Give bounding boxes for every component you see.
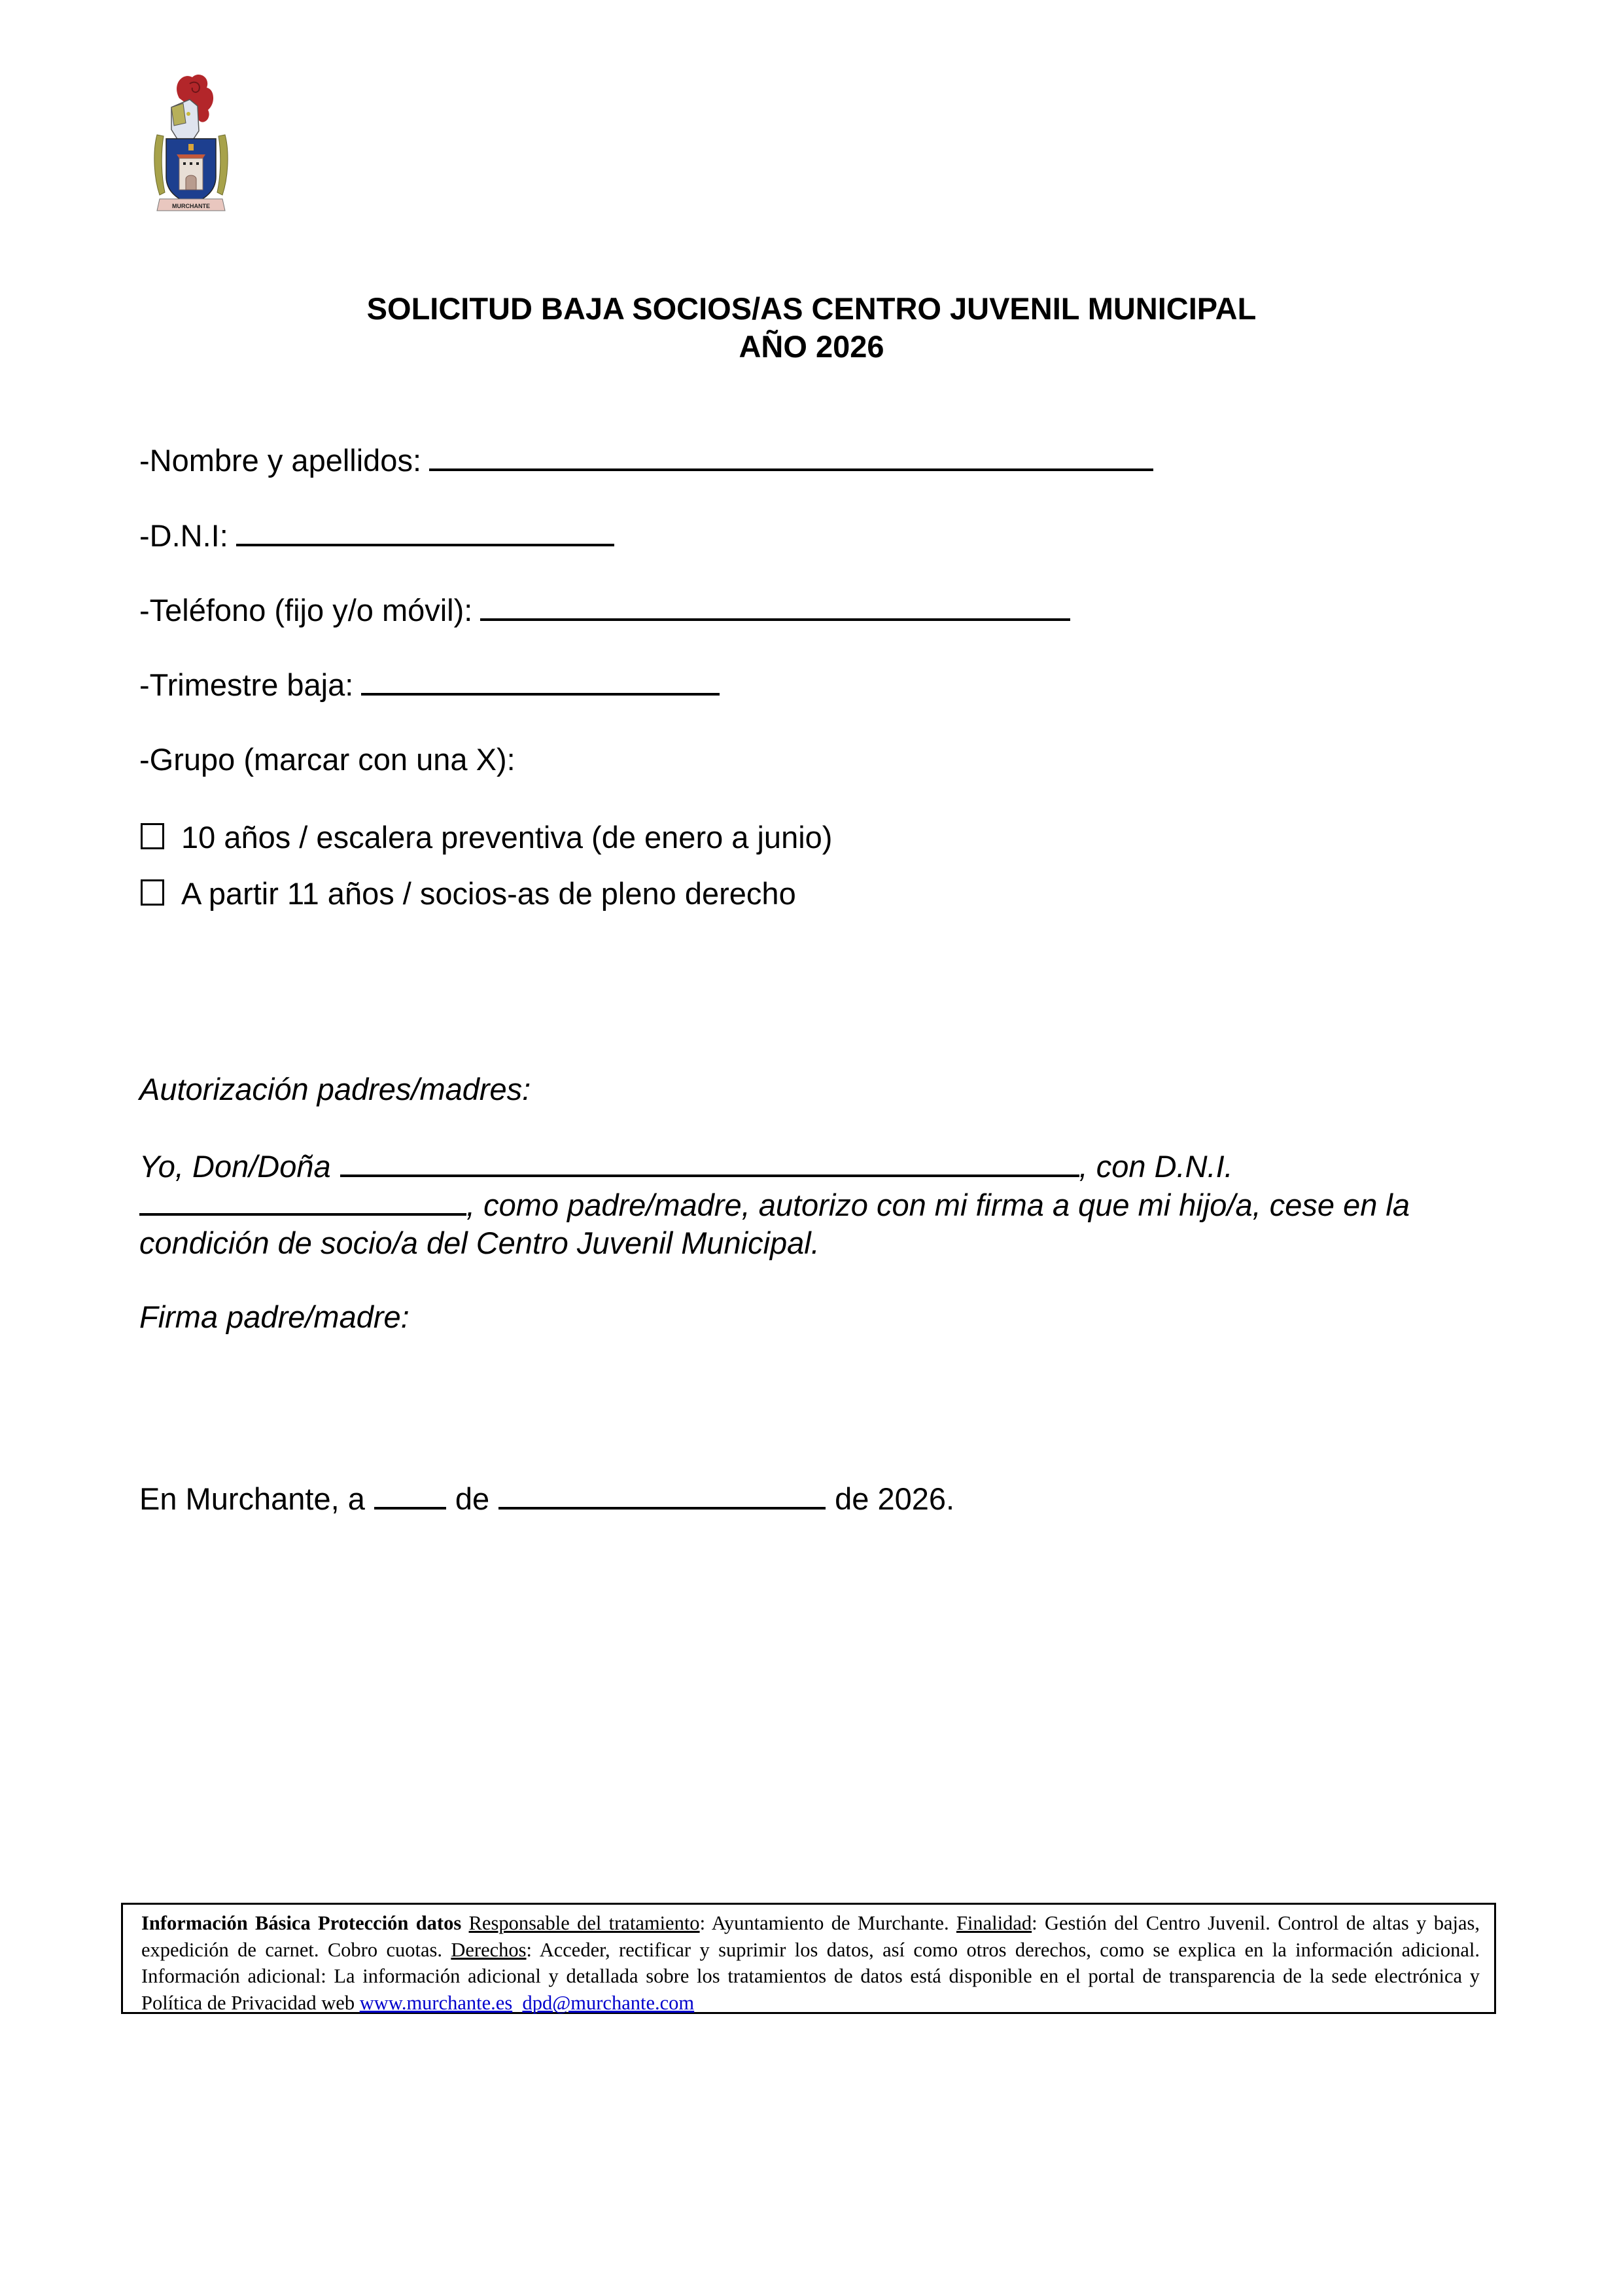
- autorizacion-line-2: [139, 1186, 1487, 1224]
- field-dni: [139, 518, 614, 554]
- web-link[interactable]: www.murchante.es: [359, 1991, 513, 2014]
- fecha-de: de: [455, 1481, 490, 1516]
- field-trimestre: [139, 667, 720, 703]
- email-link[interactable]: dpd@murchante.com: [522, 1991, 695, 2014]
- document-year: AÑO 2026: [739, 329, 884, 364]
- grupo-option-label: A partir 11 años / socios-as de pleno derecho: [181, 876, 796, 911]
- mes-input-line[interactable]: [498, 1481, 826, 1510]
- autorizacion-heading: Autorización padres/madres:: [139, 1072, 531, 1106]
- autorizacion-text: , como padre/madre, autorizo con mi firma a que mi hijo/a, cese en la: [466, 1188, 1410, 1222]
- laurel-left: [154, 135, 165, 195]
- grupo-option-10[interactable]: [141, 819, 832, 856]
- grupo-option-label: 10 años / escalera preventiva (de enero a junio): [181, 820, 833, 855]
- field-nombre: [139, 442, 1153, 479]
- checkbox-icon[interactable]: [141, 879, 164, 906]
- field-dni-label: -D.N.I:: [139, 518, 228, 553]
- laurel-right: [217, 135, 228, 195]
- dia-input-line[interactable]: [374, 1481, 446, 1510]
- dni-input-line[interactable]: [236, 518, 614, 546]
- finalidad-text: : Gestión del Centro Juvenil. Control de altas y bajas, expedición de carnet. Cobro cuotas.: [141, 1912, 1480, 1961]
- document-title: SOLICITUD BAJA SOCIOS/AS CENTRO JUVENIL MUNICIPAL: [366, 291, 1257, 326]
- fecha-suffix: de 2026.: [835, 1481, 955, 1516]
- finalidad-label: Finalidad: [956, 1912, 1032, 1934]
- fecha-prefix: En Murchante, a: [139, 1481, 365, 1516]
- autorizacion-line-1: [139, 1147, 1487, 1186]
- con-dni-text: , con D.N.I.: [1079, 1149, 1233, 1184]
- fecha-line: [139, 1481, 954, 1517]
- trimestre-input-line[interactable]: [361, 667, 720, 696]
- field-telefono: [139, 592, 1070, 629]
- telefono-input-line[interactable]: [480, 592, 1070, 621]
- derechos-text: : Acceder, rectificar y suprimir los datos, así como otros derechos, como se explica en la información adicional. Información adicional: La información adicional y detallada sobre los tratamientos de datos está disponible en el portal de transparencia de la sede electrónica y Política de Privacidad web: [141, 1938, 1480, 2014]
- proteccion-datos-title: Información Básica Protección datos: [141, 1912, 462, 1934]
- coat-of-arms-logo: [152, 71, 230, 215]
- logo-motto: MURCHANTE: [172, 203, 210, 209]
- grupo-label: -Grupo (marcar con una X):: [139, 742, 515, 777]
- derechos-label: Derechos: [451, 1938, 527, 1961]
- responsable-label: Responsable del tratamiento: [468, 1912, 700, 1934]
- checkbox-icon[interactable]: [141, 823, 164, 849]
- nombre-input-line[interactable]: [429, 442, 1153, 471]
- yo-don-dona: Yo, Don/Doña: [139, 1149, 331, 1184]
- autorizacion-paragraph: [139, 1147, 1487, 1262]
- field-nombre-label: -Nombre y apellidos:: [139, 443, 422, 478]
- field-telefono-label: -Teléfono (fijo y/o móvil):: [139, 593, 473, 627]
- padre-nombre-input-line[interactable]: [340, 1147, 1079, 1177]
- autorizacion-line-3: condición de socio/a del Centro Juvenil Municipal.: [139, 1226, 820, 1260]
- firma-label: Firma padre/madre:: [139, 1299, 410, 1334]
- responsable-text: : Ayuntamiento de Murchante.: [699, 1912, 956, 1934]
- field-trimestre-label: -Trimestre baja:: [139, 667, 354, 702]
- padre-dni-input-line[interactable]: [139, 1186, 466, 1216]
- proteccion-datos-box: [121, 1903, 1496, 2014]
- grupo-option-11[interactable]: [141, 875, 796, 912]
